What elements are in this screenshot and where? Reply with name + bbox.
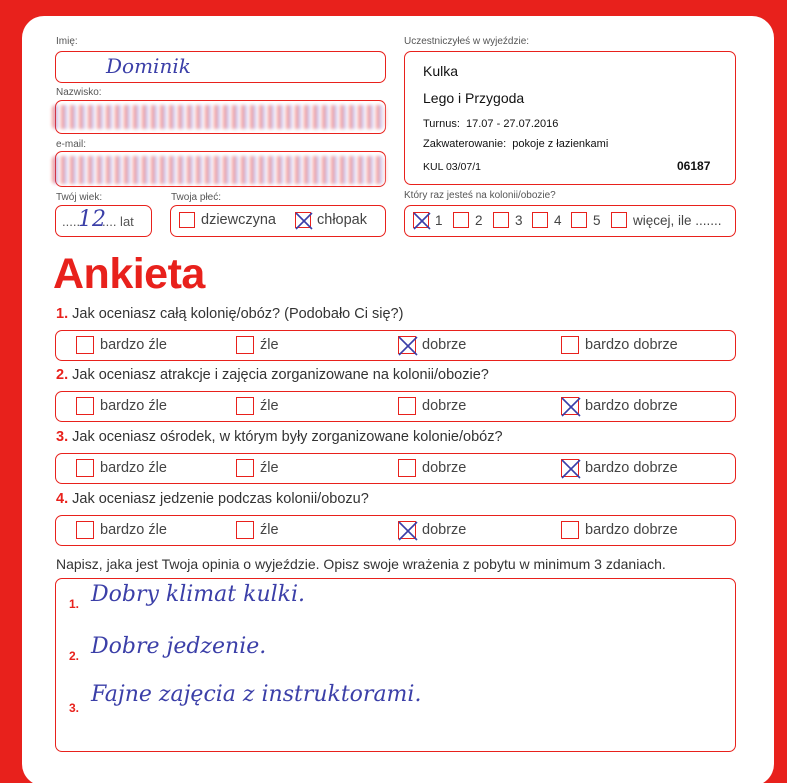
opinion-line-text: Dobre jedzenie. xyxy=(91,634,267,659)
trip-name: Kulka xyxy=(423,63,459,79)
times-option-5[interactable] xyxy=(571,212,601,228)
question-label: Jak oceniasz całą kolonię/obóz? (Podobało Ci się?) xyxy=(72,306,404,322)
email-redaction xyxy=(52,156,386,184)
question-label: Jak oceniasz ośrodek, w którym były zorganizowane kolonie/obóz? xyxy=(72,429,503,445)
opinion-box[interactable] xyxy=(55,578,736,752)
rating-checkbox[interactable] xyxy=(398,336,416,354)
rating-option-label: bardzo dobrze xyxy=(585,460,678,476)
rating-checkbox[interactable] xyxy=(236,459,254,477)
times-option-3[interactable] xyxy=(493,212,523,228)
gender-option-label: dziewczyna xyxy=(201,212,276,228)
opinion-line-text: Fajne zajęcia z instruktorami. xyxy=(91,682,422,707)
rating-option-label: źle xyxy=(260,522,279,538)
question-number: 1. xyxy=(56,306,69,322)
rating-row xyxy=(55,515,736,546)
check-mark-icon xyxy=(559,457,583,481)
rating-row xyxy=(55,391,736,422)
times-option-label: 2 xyxy=(475,212,483,228)
form-number: 06187 xyxy=(677,159,711,173)
age-prefix: ...... xyxy=(62,214,84,229)
turnus-value: 17.07 - 27.07.2016 xyxy=(466,118,559,130)
rating-checkbox[interactable] xyxy=(236,397,254,415)
trip-code: KUL 03/07/1 xyxy=(423,161,481,173)
times-option-label: 4 xyxy=(554,212,562,228)
rating-checkbox[interactable] xyxy=(561,336,579,354)
opinion-line-number: 3. xyxy=(69,701,80,715)
opinion-prompt: Napisz, jaka jest Twoja opinia o wyjeździe. Opisz swoje wrażenia z pobytu w minimum 3 zdaniach. xyxy=(56,556,666,572)
rating-checkbox[interactable] xyxy=(398,521,416,539)
rating-option[interactable] xyxy=(561,521,678,539)
gender-checkbox-boy[interactable] xyxy=(295,212,311,228)
surname-redaction xyxy=(52,105,386,129)
surname-field[interactable] xyxy=(55,100,386,134)
rating-checkbox[interactable] xyxy=(398,397,416,415)
opinion-line-text: Dobry klimat kulki. xyxy=(91,582,306,607)
times-option-2[interactable] xyxy=(453,212,483,228)
check-mark-icon xyxy=(559,395,583,419)
name-field[interactable] xyxy=(55,51,386,83)
rating-option[interactable] xyxy=(561,336,678,354)
gender-checkbox-girl[interactable] xyxy=(179,212,195,228)
gender-option-label: chłopak xyxy=(317,212,367,228)
check-mark-icon xyxy=(396,519,420,543)
rating-option-label: bardzo źle xyxy=(100,337,167,353)
times-checkbox-5[interactable] xyxy=(571,212,587,228)
gender-option-boy[interactable] xyxy=(295,212,367,228)
rating-option[interactable] xyxy=(398,336,466,354)
survey-title: Ankieta xyxy=(53,250,205,298)
times-field xyxy=(404,205,736,237)
times-option-label: więcej, ile ....... xyxy=(633,212,722,228)
times-checkbox-more[interactable] xyxy=(611,212,627,228)
rating-option-label: źle xyxy=(260,337,279,353)
question-text xyxy=(56,429,503,445)
question-text xyxy=(56,367,489,383)
rating-option-label: dobrze xyxy=(422,460,467,476)
opinion-line-number: 2. xyxy=(69,649,80,663)
rating-checkbox[interactable] xyxy=(236,336,254,354)
rating-option-label: bardzo źle xyxy=(100,398,167,414)
question-label: Jak oceniasz jedzenie podczas kolonii/obozu? xyxy=(72,491,369,507)
question-number: 3. xyxy=(56,429,69,445)
rating-option-label: bardzo dobrze xyxy=(585,522,678,538)
surname-label: Nazwisko: xyxy=(56,87,102,98)
rating-option-label: bardzo źle xyxy=(100,460,167,476)
rating-checkbox[interactable] xyxy=(236,521,254,539)
rating-option[interactable] xyxy=(236,336,279,354)
age-value: 12 xyxy=(78,207,106,232)
rating-checkbox[interactable] xyxy=(398,459,416,477)
rating-option-label: dobrze xyxy=(422,398,467,414)
question-label: Jak oceniasz atrakcje i zajęcia zorganizowane na kolonii/obozie? xyxy=(72,367,489,383)
rating-checkbox[interactable] xyxy=(561,459,579,477)
rating-option[interactable] xyxy=(398,521,466,539)
check-mark-icon xyxy=(396,334,420,358)
rating-option[interactable] xyxy=(236,397,279,415)
times-option-4[interactable] xyxy=(532,212,562,228)
rating-checkbox[interactable] xyxy=(76,397,94,415)
rating-row xyxy=(55,453,736,484)
age-label: Twój wiek: xyxy=(56,192,103,203)
rating-option-label: źle xyxy=(260,398,279,414)
rating-option[interactable] xyxy=(561,459,678,477)
rating-option[interactable] xyxy=(76,397,167,415)
rating-option-label: bardzo dobrze xyxy=(585,337,678,353)
rating-checkbox[interactable] xyxy=(76,521,94,539)
accommodation-row xyxy=(423,138,608,150)
times-option-label: 1 xyxy=(435,212,443,228)
times-option-label: 3 xyxy=(515,212,523,228)
times-option-1[interactable] xyxy=(413,212,443,228)
rating-checkbox[interactable] xyxy=(561,397,579,415)
rating-checkbox[interactable] xyxy=(76,459,94,477)
gender-option-girl[interactable] xyxy=(179,212,276,228)
rating-option-label: bardzo dobrze xyxy=(585,398,678,414)
times-checkbox-4[interactable] xyxy=(532,212,548,228)
accommodation-value: pokoje z łazienkami xyxy=(512,138,609,150)
rating-checkbox[interactable] xyxy=(76,336,94,354)
times-option-more[interactable] xyxy=(611,212,722,228)
times-option-label: 5 xyxy=(593,212,601,228)
name-value: Dominik xyxy=(106,54,191,78)
rating-option-label: dobrze xyxy=(422,337,467,353)
email-label: e-mail: xyxy=(56,139,87,150)
question-text xyxy=(56,491,369,507)
times-checkbox-1[interactable] xyxy=(413,212,429,228)
rating-option[interactable] xyxy=(76,459,167,477)
name-label: Imię: xyxy=(56,36,78,47)
times-checkbox-3[interactable] xyxy=(493,212,509,228)
age-suffix: .... lat xyxy=(102,214,134,229)
email-field[interactable] xyxy=(55,151,386,187)
rating-option[interactable] xyxy=(398,459,466,477)
rating-option[interactable] xyxy=(236,521,279,539)
rating-option[interactable] xyxy=(236,459,279,477)
opinion-line-number: 1. xyxy=(69,597,80,611)
rating-option[interactable] xyxy=(76,521,167,539)
rating-option-label: bardzo źle xyxy=(100,522,167,538)
gender-label: Twoja płeć: xyxy=(171,192,222,203)
check-mark-icon xyxy=(411,210,433,232)
times-checkbox-2[interactable] xyxy=(453,212,469,228)
turnus-row xyxy=(423,118,558,130)
question-number: 4. xyxy=(56,491,69,507)
turnus-label: Turnus: xyxy=(423,118,460,130)
gender-field xyxy=(170,205,386,237)
trip-program: Lego i Przygoda xyxy=(423,90,525,106)
rating-option-label: źle xyxy=(260,460,279,476)
accommodation-label: Zakwaterowanie: xyxy=(423,138,507,150)
check-mark-icon xyxy=(293,210,315,232)
times-label: Który raz jesteś na kolonii/obozie? xyxy=(404,190,556,201)
rating-option[interactable] xyxy=(561,397,678,415)
question-text xyxy=(56,306,403,322)
participant-label: Uczestniczyłeś w wyjeździe: xyxy=(404,36,530,47)
trip-info-box xyxy=(404,51,736,185)
age-field[interactable] xyxy=(55,205,152,237)
rating-option[interactable] xyxy=(398,397,466,415)
rating-option[interactable] xyxy=(76,336,167,354)
rating-row xyxy=(55,330,736,361)
rating-option-label: dobrze xyxy=(422,522,467,538)
question-number: 2. xyxy=(56,367,69,383)
rating-checkbox[interactable] xyxy=(561,521,579,539)
